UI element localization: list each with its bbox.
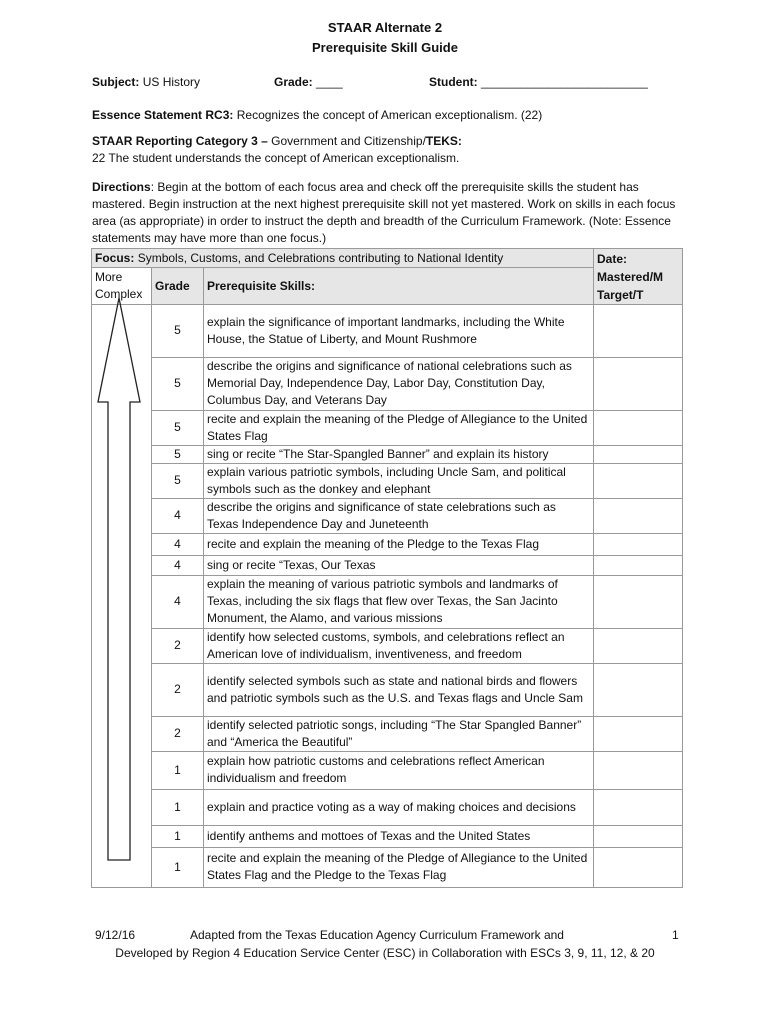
essence-statement: Essence Statement RC3: Recognizes the concept of American exceptionalism. (22) [92,108,543,122]
skill-cell: recite and explain the meaning of the Pledge to the Texas Flag [204,533,594,555]
date-cell[interactable] [594,533,683,555]
skill-row [92,410,683,445]
grade-cell: 2 [152,663,204,716]
skills-header: Prerequisite Skills: [204,268,594,305]
date-cell[interactable] [594,410,683,445]
grade-cell: 4 [152,498,204,533]
skill-cell: explain and practice voting as a way of making choices and decisions [204,789,594,825]
skill-row [92,716,683,751]
footer-adapted: Adapted from the Texas Education Agency Curriculum Framework and [190,928,564,942]
skill-row [92,445,683,463]
skill-row [92,789,683,825]
date-cell[interactable] [594,555,683,575]
skill-cell: explain various patriotic symbols, including Uncle Sam, and political symbols such as the donkey and elephant [204,463,594,498]
skill-row [92,463,683,498]
document-subtitle: Prerequisite Skill Guide [312,40,458,55]
date-cell[interactable] [594,789,683,825]
skill-cell: describe the origins and significance of state celebrations such as Texas Independence Day and Juneteenth [204,498,594,533]
grade-cell: 5 [152,410,204,445]
focus-cell: Focus: Symbols, Customs, and Celebrations contributing to National Identity [92,249,594,268]
skill-cell: explain the meaning of various patriotic symbols and landmarks of Texas, including the six flags that flew over Texas, the San Jacinto Monument, the Alamo, and various missions [204,575,594,628]
skill-row [92,305,683,358]
date-cell[interactable] [594,463,683,498]
skill-cell: identify selected symbols such as state and national birds and flowers and patriotic symbols such as the U.S. and Texas flags and Uncle Sam [204,663,594,716]
date-cell[interactable] [594,751,683,789]
date-cell[interactable] [594,357,683,410]
reporting-category: STAAR Reporting Category 3 – Government and Citizenship/TEKS: 22 The student understands the concept of American exceptionalism. [92,134,462,165]
grade-header: Grade [152,268,204,305]
page-number: 1 [672,928,679,942]
grade-cell: 1 [152,847,204,888]
skill-row [92,628,683,663]
skill-row [92,663,683,716]
grade-cell: 2 [152,716,204,751]
skill-row [92,498,683,533]
teks-text: 22 The student understands the concept of American exceptionalism. [92,151,460,165]
grade-cell: 5 [152,445,204,463]
student-field: Student: _________________________ [429,75,648,89]
date-cell[interactable] [594,445,683,463]
footer-developed: Developed by Region 4 Education Service Center (ESC) in Collaboration with ESCs 3, 9, 11, 12, & 20 [115,946,655,960]
skill-cell: recite and explain the meaning of the Pledge of Allegiance to the United States Flag and the Pledge to the Texas Flag [204,847,594,888]
skill-cell: sing or recite “The Star-Spangled Banner” and explain its history [204,445,594,463]
grade-cell: 4 [152,555,204,575]
skill-cell: sing or recite “Texas, Our Texas [204,555,594,575]
skill-row [92,357,683,410]
skill-row [92,751,683,789]
grade-cell: 1 [152,825,204,847]
skill-cell: identify how selected customs, symbols, and celebrations reflect an American love of individualism, inventiveness, and freedom [204,628,594,663]
grade-cell: 1 [152,751,204,789]
focus-row [92,249,683,268]
grade-cell: 4 [152,575,204,628]
date-cell[interactable] [594,575,683,628]
date-cell[interactable] [594,847,683,888]
skill-row [92,847,683,888]
skill-row [92,825,683,847]
date-cell[interactable] [594,716,683,751]
date-cell[interactable] [594,663,683,716]
grade-cell: 5 [152,463,204,498]
subject-field: Subject: US History [92,75,201,89]
document-title: STAAR Alternate 2 [327,20,443,35]
grade-cell: 5 [152,305,204,358]
skill-row [92,555,683,575]
skill-cell: explain the significance of important landmarks, including the White House, the Statue of Liberty, and Mount Rushmore [204,305,594,358]
grade-field: Grade: ____ [274,75,343,89]
skills-table [91,248,683,888]
skill-row [92,533,683,555]
skill-row [92,575,683,628]
grade-cell: 5 [152,357,204,410]
skill-cell: identify anthems and mottoes of Texas and the United States [204,825,594,847]
skill-cell: identify selected patriotic songs, including “The Star Spangled Banner” and “America the Beautiful” [204,716,594,751]
date-cell[interactable] [594,825,683,847]
footer-date: 9/12/16 [95,928,136,942]
date-header: Date: Mastered/M Target/T [594,249,683,305]
date-cell[interactable] [594,305,683,358]
skill-cell: recite and explain the meaning of the Pledge of Allegiance to the United States Flag [204,410,594,445]
skill-cell: describe the origins and significance of national celebrations such as Memorial Day, Independence Day, Labor Day, Constitution Day, Columbus Day, and Veterans Day [204,357,594,410]
date-cell[interactable] [594,628,683,663]
grade-cell: 4 [152,533,204,555]
more-complex-label: More Complex [92,268,152,305]
date-cell[interactable] [594,498,683,533]
directions: Directions: Begin at the bottom of each focus area and check off the prerequisite skills the student has mastered. Begin instruction at the next highest prerequisite skill not yet mastered. Work on skills in each focus area (as appropriate) in order to instruct the depth and breadth of the Curriculum Framework. (Note: Essence statements may have more than one focus.) [92,180,676,245]
complexity-arrow-icon [96,296,142,862]
grade-cell: 2 [152,628,204,663]
skill-cell: explain how patriotic customs and celebrations reflect American individualism and freedom [204,751,594,789]
grade-cell: 1 [152,789,204,825]
